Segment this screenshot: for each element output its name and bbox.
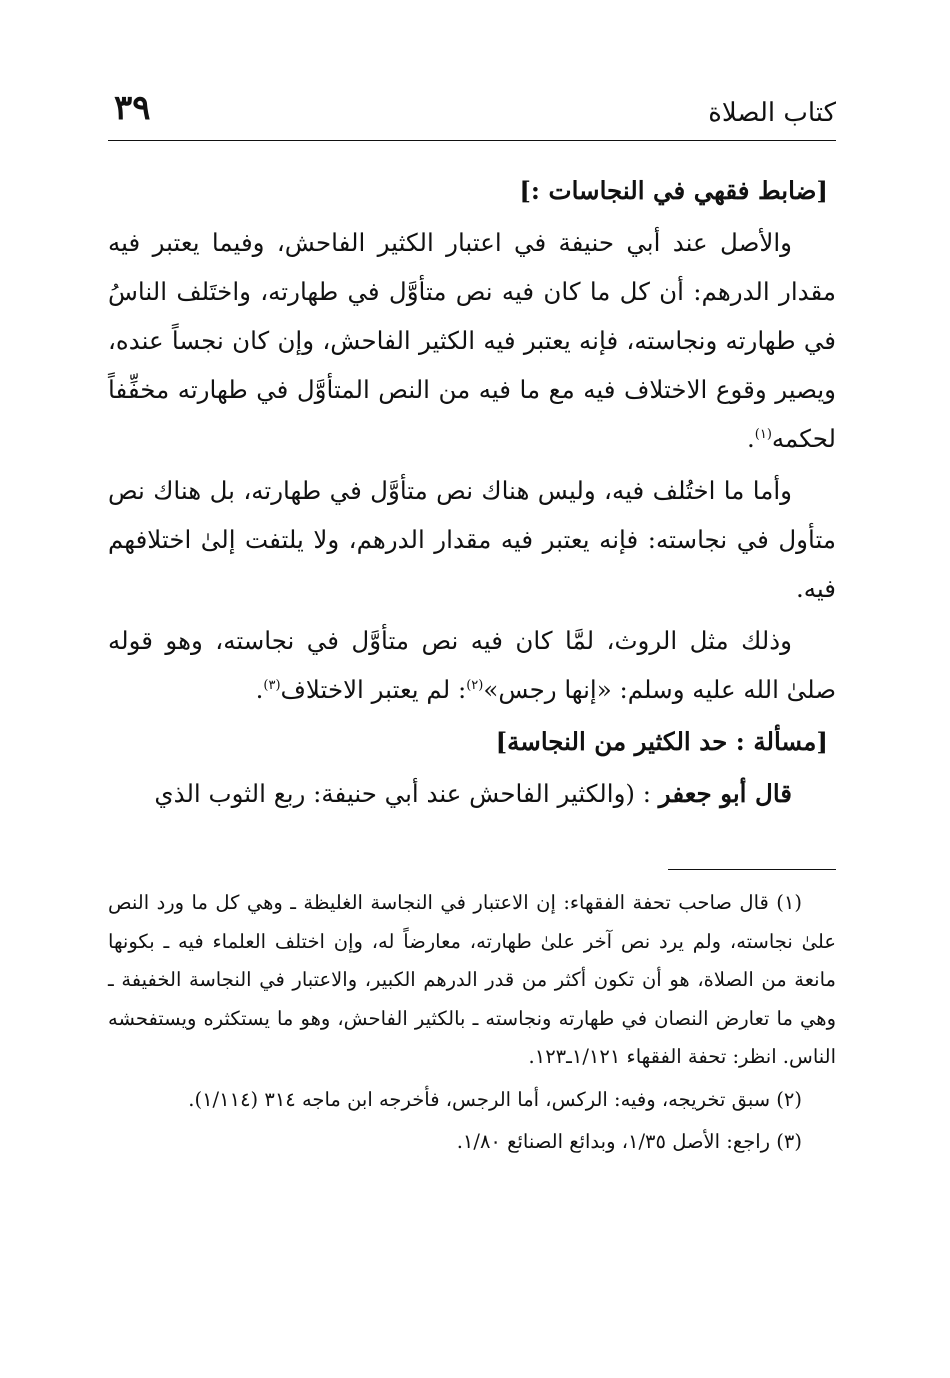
footnote-ref: (٣) xyxy=(263,677,281,693)
paragraph-text: : لم يعتبر الاختلاف xyxy=(280,675,467,704)
punctuation: . xyxy=(746,424,755,453)
footnote-separator xyxy=(668,869,836,870)
paragraph-text: : (والكثير الفاحش عند أبي حنيفة: ربع الثوب الذي xyxy=(154,779,659,808)
footnote: (٢) سبق تخريجه، وفيه: الركس، أما الرجس، فأخرجه ابن ماجه ٣١٤ (١/١١٤). xyxy=(188,1087,802,1111)
paragraph xyxy=(108,616,836,714)
punctuation: . xyxy=(255,675,264,704)
footnote-ref: (٢) xyxy=(466,677,484,693)
paragraph-text: وذلك مثل الروث، لمَّا كان فيه نص متأوَّل في نجاسته، وهو قوله صلىٰ الله عليه وسلم: «إنها رجس» xyxy=(108,626,836,704)
header-rule xyxy=(108,140,836,141)
issue-heading: [مسألة : حد الكثير من النجاسة] xyxy=(495,727,828,756)
running-title: كتاب الصلاة xyxy=(708,98,836,128)
page-header xyxy=(108,86,836,136)
footnote: (٣) راجع: الأصل ١/٣٥، وبدائع الصنائع ١/٨٠. xyxy=(456,1130,802,1153)
paragraph xyxy=(108,218,836,463)
main-text xyxy=(108,166,836,818)
footnote: (١) قال صاحب تحفة الفقهاء: إن الاعتبار في النجاسة الغليظة ـ وهي كل ما ورد النص علىٰ نجاسته، ولم يرد نص آخر علىٰ طهارته، معارضاً له، وإن اختلف العلماء فيه ـ بكونها مانعة من الصلاة، هو أن تكون أكثر من قدر الدرهم الكبير، والاعتبار في النجاسة الخفيفة ـ وهي ما تعارض النصان في طهارته ونجاسته ـ بالكثير الفاحش، وهو ما يستكثره ويستفحشه الناس. انظر: تحفة الفقهاء ١/١٢١ـ١٢٣. xyxy=(108,891,836,1068)
section-heading: [ضابط فقهي في النجاسات :] xyxy=(519,176,828,205)
page-number: ٣٩ xyxy=(114,88,151,128)
paragraph xyxy=(108,769,836,818)
speaker-name: قال أبو جعفر xyxy=(658,779,792,808)
footnotes xyxy=(108,884,836,1166)
paragraph: وأما ما اختُلف فيه، وليس هناك نص متأوَّل في طهارته، بل هناك نص متأول في نجاسته: فإنه يعتبر فيه مقدار الدرهم، ولا يلتفت إلىٰ اختلافهم فيه. xyxy=(108,476,836,603)
paragraph-text: والأصل عند أبي حنيفة في اعتبار الكثير الفاحش، وفيما يعتبر فيه مقدار الدرهم: أن كل ما كان فيه نص متأوَّل في طهارته، واختَلف الناسُ في طهارته ونجاسته، فإنه يعتبر فيه الكثير الفاحش، وإن كان نجساً عنده، ويصير وقوع الاختلاف فيه مع ما فيه من النص المتأوَّل في طهارته مخفِّفاً لحكمه xyxy=(108,228,836,453)
footnote-ref: (١) xyxy=(754,426,772,442)
